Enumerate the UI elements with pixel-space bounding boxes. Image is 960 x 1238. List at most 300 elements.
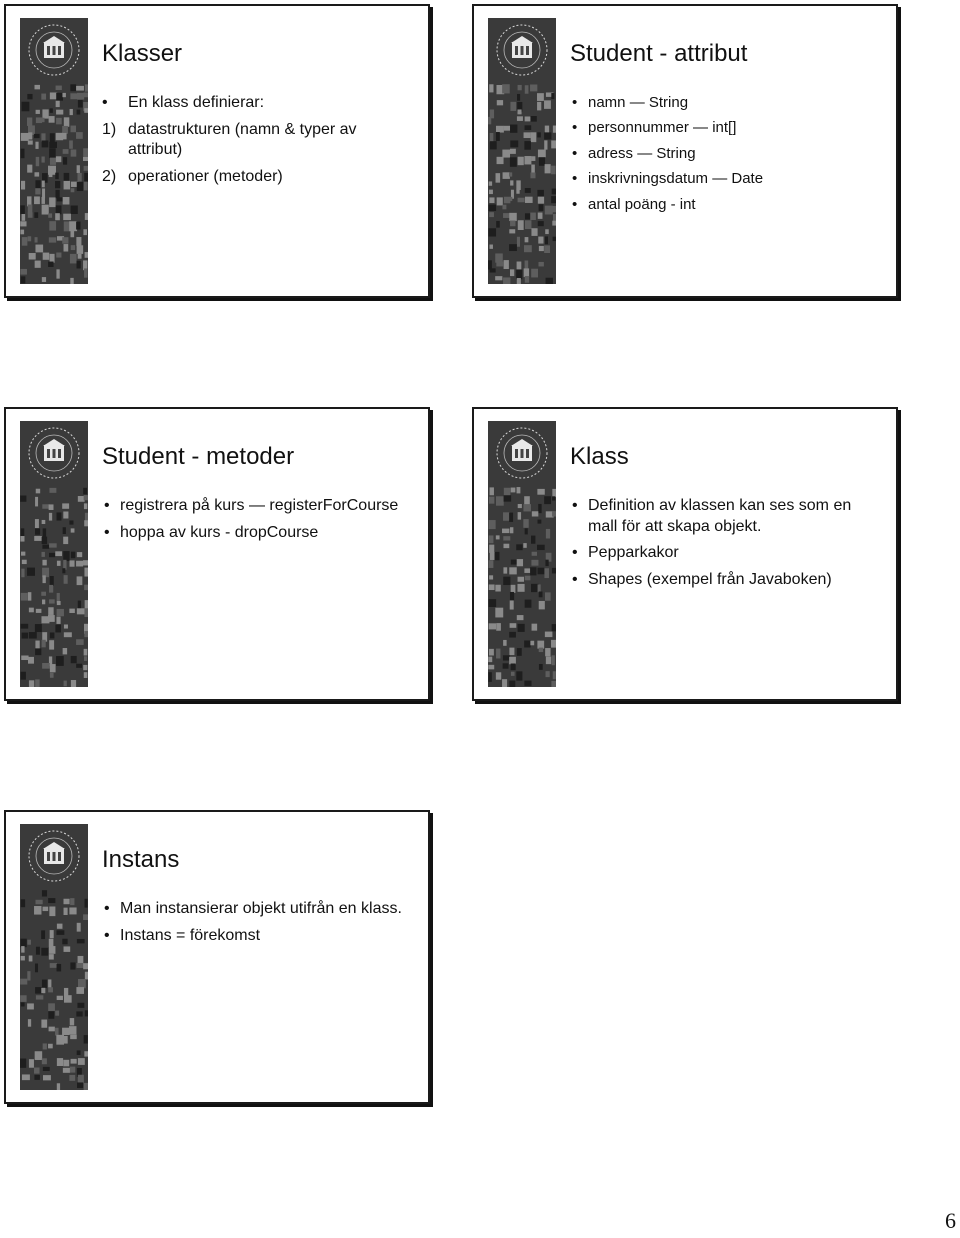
texture-block — [537, 102, 541, 111]
texture-block — [49, 939, 54, 947]
texture-block — [552, 221, 556, 226]
texture-block — [77, 1050, 81, 1055]
list-item: • Pepparkakor — [572, 544, 679, 562]
texture-block — [532, 624, 538, 631]
texture-block — [64, 946, 71, 951]
texture-block — [22, 1074, 30, 1080]
texture-block — [57, 609, 64, 616]
texture-block — [490, 133, 494, 142]
texture-block — [49, 585, 53, 593]
texture-block — [34, 906, 41, 915]
texture-block — [55, 190, 59, 198]
texture-block — [539, 648, 543, 652]
texture-block — [83, 488, 87, 495]
texture-block — [516, 270, 522, 280]
texture-block — [502, 529, 509, 534]
texture-block — [50, 158, 56, 165]
university-seal-icon — [494, 22, 550, 78]
slide-student-metoder — [4, 407, 430, 701]
list-item: • namn — String — [572, 93, 689, 111]
texture-block — [34, 1067, 40, 1073]
list-item: • Man instansierar objekt utifrån en klass. — [104, 899, 402, 917]
texture-block — [64, 117, 69, 126]
texture-block — [77, 963, 85, 968]
texture-block — [21, 181, 25, 190]
texture-block — [50, 930, 54, 938]
texture-block — [35, 648, 41, 655]
texture-block — [537, 641, 544, 649]
texture-block — [57, 512, 62, 520]
texture-block — [49, 142, 57, 148]
texture-block — [27, 568, 35, 576]
texture-block — [552, 655, 555, 665]
texture-block — [35, 142, 38, 149]
texture-block — [71, 206, 78, 214]
texture-block — [83, 963, 88, 969]
texture-block — [34, 134, 40, 138]
list-item: • Definition av klassen kan ses som en mall för att skapa objekt. — [572, 496, 852, 535]
texture-block — [21, 528, 24, 536]
texture-block — [35, 1051, 43, 1060]
texture-block — [70, 898, 74, 905]
texture-block — [71, 528, 75, 532]
texture-block — [62, 568, 65, 573]
texture-block — [518, 85, 522, 90]
texture-block — [85, 252, 88, 258]
texture-block — [496, 649, 500, 659]
texture-block — [530, 213, 536, 220]
texture-block — [77, 173, 81, 182]
texture-block — [490, 552, 495, 560]
texture-block — [34, 212, 38, 218]
texture-block — [36, 995, 43, 999]
texture-block — [524, 245, 532, 252]
texture-block — [69, 907, 76, 914]
texture-block — [62, 1028, 70, 1035]
texture-block — [553, 126, 556, 133]
texture-block — [509, 197, 512, 201]
university-seal-icon — [26, 828, 82, 884]
texture-block — [70, 254, 77, 264]
texture-block — [509, 513, 513, 522]
texture-block — [76, 1011, 82, 1016]
texture-block — [70, 962, 75, 969]
texture-block — [76, 237, 81, 246]
texture-block — [518, 157, 524, 165]
texture-block — [524, 141, 530, 150]
texture-block — [42, 277, 46, 282]
texture-block — [28, 132, 32, 139]
texture-block — [48, 898, 55, 903]
texture-block — [28, 212, 33, 218]
texture-block — [27, 94, 32, 99]
texture-block — [517, 116, 523, 121]
texture-block — [532, 552, 537, 556]
slide-title: Instans — [102, 846, 180, 873]
texture-block — [531, 228, 537, 236]
texture-block — [63, 197, 70, 204]
list-item: • registrera på kurs — registerForCourse — [104, 496, 399, 514]
texture-block — [538, 237, 543, 244]
texture-block — [42, 1058, 47, 1064]
texture-block — [545, 229, 549, 234]
texture-block — [525, 276, 529, 283]
texture-block — [551, 140, 556, 148]
texture-block — [41, 156, 44, 162]
texture-block — [55, 213, 60, 220]
texture-block — [537, 545, 545, 550]
texture-block — [525, 576, 531, 581]
texture-block — [71, 680, 76, 687]
texture-block — [490, 268, 496, 272]
texture-block — [27, 971, 30, 980]
texture-block — [538, 221, 544, 226]
texture-block — [71, 245, 75, 250]
texture-block — [551, 166, 556, 175]
texture-block — [538, 504, 541, 513]
texture-block — [84, 672, 88, 678]
texture-block — [62, 126, 68, 134]
texture-block — [489, 560, 494, 568]
texture-block — [488, 228, 496, 236]
texture-block — [21, 149, 25, 159]
texture-block — [524, 132, 531, 138]
texture-block — [546, 671, 550, 677]
texture-block — [21, 655, 28, 660]
texture-block — [78, 1058, 85, 1065]
texture-block — [84, 182, 88, 191]
texture-block — [50, 963, 57, 968]
texture-block — [496, 262, 503, 267]
texture-block — [496, 623, 501, 631]
texture-block — [43, 575, 46, 583]
texture-block — [538, 584, 541, 592]
texture-block — [503, 512, 510, 520]
slide-title: Klass — [570, 443, 629, 470]
texture-block — [503, 536, 510, 540]
texture-block — [57, 964, 62, 971]
texture-block — [70, 84, 76, 91]
texture-block — [78, 254, 82, 259]
texture-block — [525, 213, 530, 219]
texture-block — [78, 496, 85, 502]
texture-block — [41, 592, 46, 596]
texture-block — [517, 487, 521, 493]
texture-block — [20, 1059, 26, 1068]
texture-block — [84, 631, 88, 637]
texture-block — [42, 205, 49, 215]
texture-block — [50, 92, 57, 99]
texture-block — [27, 1003, 34, 1009]
texture-block — [62, 93, 65, 97]
texture-block — [516, 671, 522, 680]
texture-block — [510, 527, 513, 533]
texture-block — [496, 132, 500, 141]
texture-block — [76, 664, 82, 668]
texture-block — [55, 181, 60, 188]
texture-block — [69, 609, 75, 613]
texture-block — [488, 672, 492, 682]
texture-block — [35, 188, 40, 194]
texture-block — [20, 269, 27, 275]
texture-block — [76, 132, 83, 139]
texture-block — [510, 623, 517, 628]
texture-block — [496, 173, 501, 182]
texture-block — [531, 269, 538, 278]
decorative-strip — [20, 421, 88, 687]
texture-block — [518, 198, 525, 203]
item-list — [570, 93, 880, 215]
texture-block — [71, 188, 75, 192]
texture-block — [21, 1002, 25, 1006]
texture-block — [41, 930, 45, 939]
texture-block — [537, 489, 544, 495]
texture-block — [34, 172, 39, 176]
texture-block — [553, 671, 556, 679]
texture-block — [35, 641, 39, 649]
texture-block — [84, 585, 88, 590]
texture-block — [516, 180, 520, 190]
texture-block — [56, 93, 63, 101]
texture-block — [530, 567, 536, 575]
texture-block — [42, 520, 46, 524]
texture-block — [78, 601, 81, 609]
texture-block — [55, 1028, 59, 1036]
slide-title: Student - attribut — [570, 40, 748, 67]
texture-block — [518, 504, 522, 508]
texture-block — [56, 101, 60, 107]
texture-block — [41, 988, 45, 993]
texture-block — [510, 269, 514, 276]
texture-block — [50, 576, 54, 586]
texture-block — [36, 947, 40, 955]
university-seal-icon — [26, 22, 82, 78]
texture-block — [84, 108, 88, 113]
texture-block — [64, 995, 72, 1003]
texture-block — [76, 987, 84, 994]
texture-block — [42, 188, 45, 198]
texture-block — [70, 278, 73, 284]
texture-block — [64, 908, 68, 915]
slide-klasser — [4, 4, 430, 298]
list-item: • Instans = förekomst — [104, 926, 261, 944]
texture-block — [56, 133, 63, 140]
texture-block — [36, 489, 40, 494]
texture-block — [552, 568, 556, 574]
texture-block — [41, 118, 44, 122]
item-list — [570, 496, 880, 591]
texture-block — [552, 624, 556, 631]
texture-block — [36, 117, 42, 123]
decorative-strip — [20, 824, 88, 1090]
texture-block — [84, 1083, 88, 1090]
texture-block — [553, 237, 556, 241]
texture-block — [489, 181, 492, 185]
texture-block — [509, 632, 516, 638]
texture-block — [41, 948, 48, 956]
texture-block — [35, 900, 42, 904]
texture-block — [518, 624, 525, 632]
texture-block — [503, 577, 510, 585]
texture-block — [551, 93, 554, 99]
texture-block — [489, 584, 495, 590]
texture-block — [42, 599, 45, 604]
texture-block — [63, 149, 69, 154]
texture-block — [22, 237, 28, 246]
texture-block — [551, 640, 556, 648]
texture-block — [78, 979, 86, 988]
texture-block — [78, 956, 84, 964]
texture-block — [49, 553, 55, 557]
texture-block — [48, 262, 53, 267]
texture-block — [63, 648, 67, 654]
texture-block — [553, 214, 556, 222]
texture-block — [489, 245, 492, 249]
texture-block — [64, 681, 67, 687]
texture-block — [49, 504, 54, 510]
texture-block — [43, 1067, 50, 1071]
texture-block — [77, 182, 83, 191]
texture-block — [489, 623, 496, 629]
texture-block — [532, 511, 539, 516]
texture-block — [56, 156, 61, 162]
texture-block — [69, 140, 73, 148]
texture-block — [503, 640, 507, 646]
texture-block — [525, 600, 532, 608]
texture-block — [56, 110, 63, 115]
texture-block — [538, 213, 543, 219]
texture-block — [29, 608, 34, 613]
texture-block — [496, 672, 501, 679]
texture-block — [49, 116, 55, 123]
list-item: • En klass definierar: — [102, 93, 265, 111]
texture-block — [504, 495, 512, 501]
texture-block — [41, 94, 46, 100]
texture-block — [517, 615, 524, 620]
texture-block — [517, 648, 522, 656]
texture-block — [20, 979, 27, 985]
texture-block — [63, 511, 68, 518]
texture-block — [489, 84, 493, 92]
texture-block — [544, 496, 551, 504]
texture-block — [83, 665, 87, 670]
texture-block — [496, 535, 500, 539]
texture-block — [496, 126, 504, 133]
texture-block — [544, 100, 551, 109]
texture-block — [545, 648, 550, 656]
texture-block — [27, 165, 32, 173]
texture-block — [77, 1082, 83, 1088]
texture-block — [495, 552, 499, 560]
texture-block — [64, 575, 68, 584]
texture-block — [56, 656, 64, 666]
texture-block — [21, 946, 24, 953]
texture-block — [546, 278, 553, 284]
texture-block — [49, 640, 54, 649]
texture-block — [545, 236, 548, 244]
slide-title: Student - metoder — [102, 443, 295, 470]
texture-block — [517, 584, 524, 592]
texture-block — [489, 599, 497, 607]
texture-block — [516, 544, 522, 550]
texture-block — [496, 221, 500, 228]
texture-block — [77, 608, 85, 614]
texture-block — [546, 657, 551, 665]
texture-block — [21, 593, 28, 601]
texture-block — [489, 497, 494, 504]
texture-block — [29, 680, 34, 687]
texture-block — [531, 165, 535, 173]
list-item: • adress — String — [572, 144, 696, 162]
texture-block — [21, 133, 29, 141]
texture-block — [42, 537, 47, 544]
texture-block — [538, 197, 544, 204]
texture-block — [503, 544, 509, 548]
texture-block — [502, 84, 510, 93]
texture-block — [21, 956, 25, 961]
texture-block — [48, 1044, 53, 1049]
texture-block — [525, 197, 533, 203]
decorative-strip — [488, 18, 556, 284]
texture-block — [552, 489, 556, 497]
texture-block — [489, 190, 493, 194]
texture-block — [35, 237, 38, 242]
texture-block — [28, 140, 33, 144]
texture-block — [523, 519, 528, 528]
texture-block — [502, 679, 507, 687]
texture-block — [78, 1075, 84, 1084]
texture-block — [56, 205, 62, 214]
texture-block — [511, 664, 516, 671]
texture-block — [35, 624, 42, 632]
texture-block — [517, 94, 520, 101]
texture-block — [531, 132, 537, 142]
texture-block — [503, 655, 510, 660]
texture-block — [28, 1019, 31, 1027]
texture-block — [544, 140, 547, 149]
texture-block — [524, 681, 531, 686]
texture-block — [539, 601, 545, 609]
texture-block — [85, 899, 88, 908]
texture-block — [49, 221, 56, 230]
texture-block — [63, 1060, 69, 1067]
texture-block — [35, 261, 41, 268]
texture-block — [20, 995, 26, 1002]
texture-block — [29, 253, 36, 260]
texture-block — [524, 156, 531, 164]
texture-block — [525, 528, 528, 534]
texture-block — [509, 567, 516, 574]
texture-block — [70, 1018, 74, 1025]
texture-block — [71, 656, 77, 663]
texture-block — [49, 599, 55, 603]
texture-block — [489, 205, 497, 211]
list-item: 2) operationer (metoder) — [102, 168, 283, 186]
texture-block — [21, 899, 25, 907]
texture-block — [42, 181, 45, 188]
texture-block — [488, 657, 492, 662]
texture-block — [510, 157, 517, 167]
texture-block — [83, 560, 88, 565]
texture-block — [70, 93, 78, 99]
texture-block — [64, 181, 71, 190]
texture-block — [63, 157, 67, 165]
list-item: 1) datastrukturen (namn & typer av attribut) — [102, 120, 357, 159]
texture-block — [551, 206, 556, 212]
texture-block — [84, 520, 88, 526]
texture-block — [488, 260, 492, 269]
texture-block — [35, 497, 38, 507]
